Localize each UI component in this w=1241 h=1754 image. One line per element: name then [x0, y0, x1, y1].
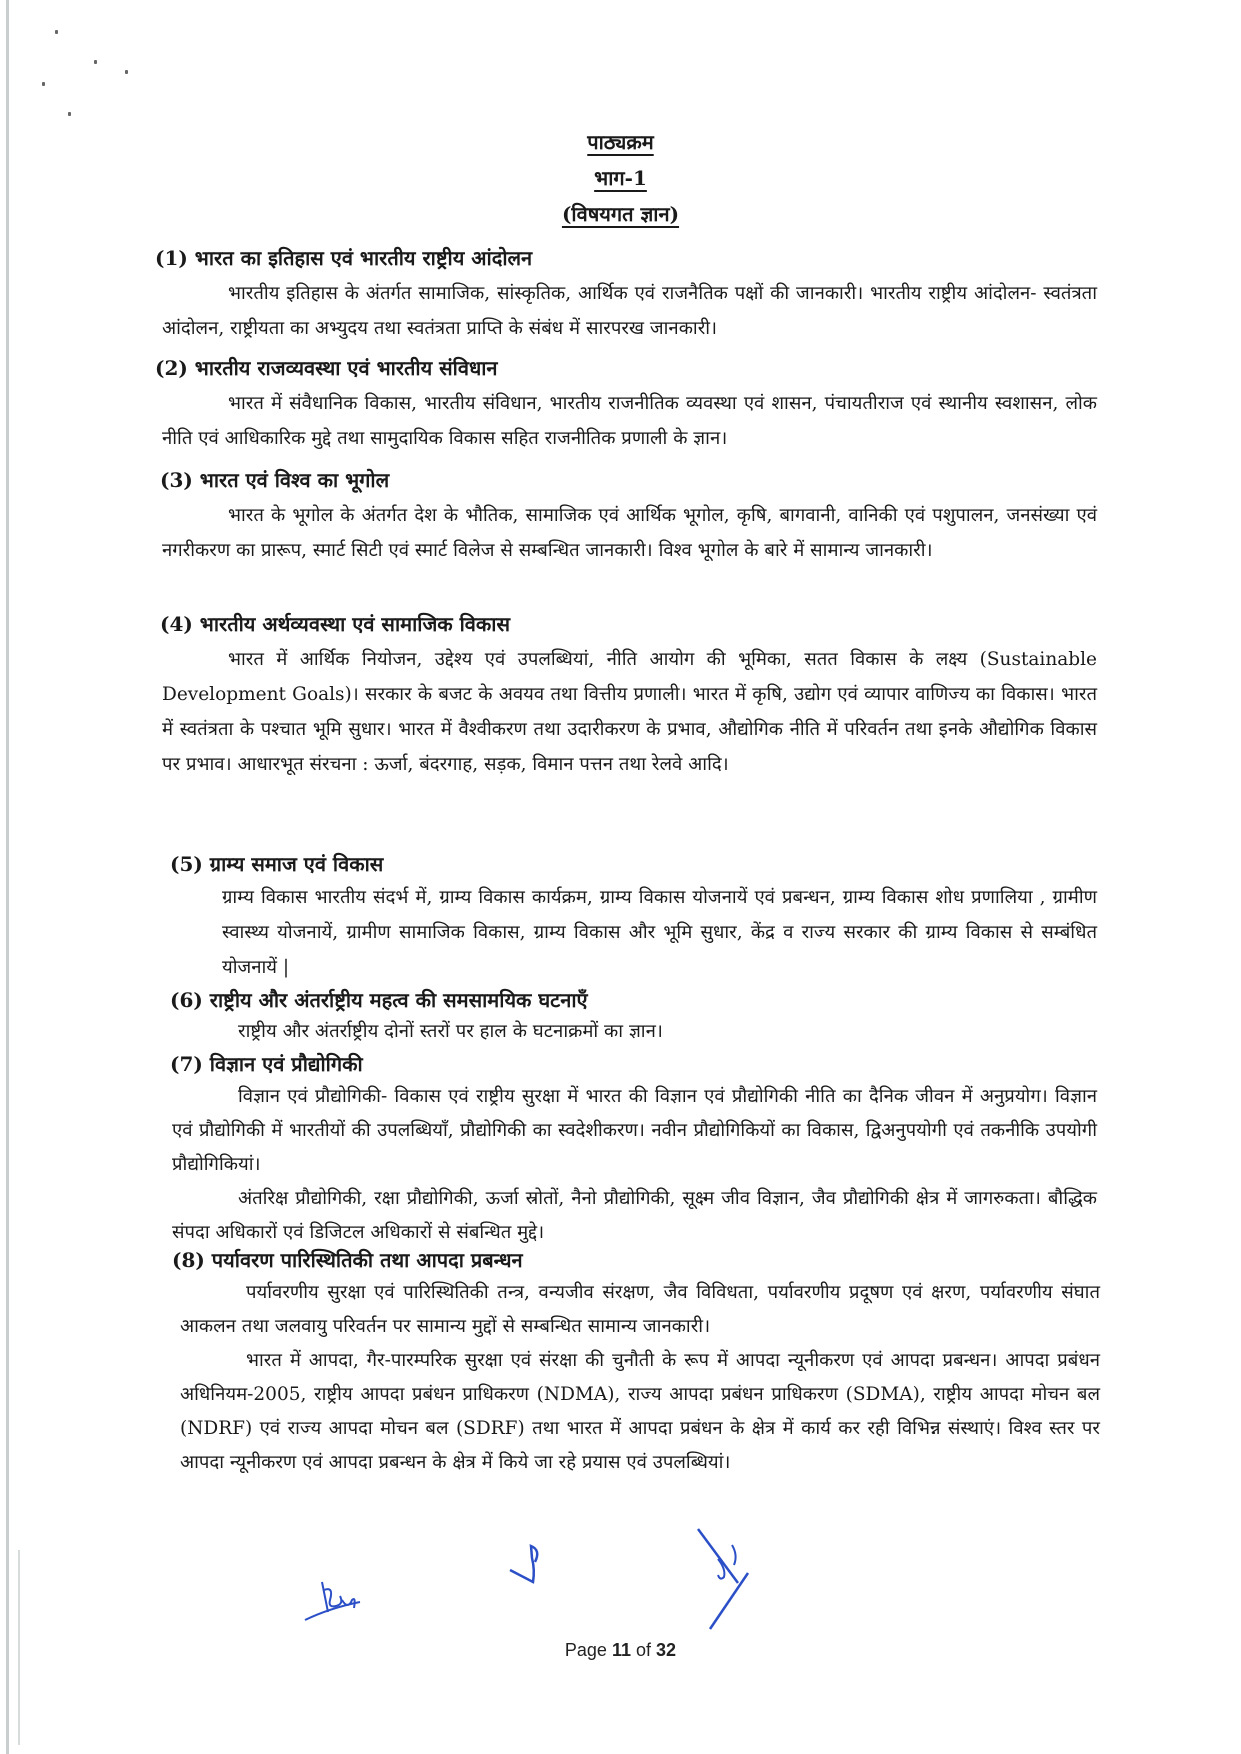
section-paragraph-8b: भारत में आपदा, गैर-पारम्परिक सुरक्षा एवं संरक्षा की चुनौती के रूप में आपदा न्यूनीकरण एवं आपदा प्रबन्धन। आपदा प्रबंधन अधिनियम-2005, राष्ट्रीय आपदा प्रबंधन प्राधिकरण (NDMA), राज्य आपदा प्रबंधन प्राधिकरण (SDMA), राष्ट्रीय आपदा मोचन बल (NDRF) एवं राज्य आपदा मोचन बल (SDRF) तथा भारत में आपदा प्रबंधन के क्षेत्र में कार्य कर रही विभिन्न संस्थाएं। विश्व स्तर पर आपदा न्यूनीकरण एवं आपदा प्रबन्धन के क्षेत्र में किये जा रहे प्रयास एवं उपलब्धियां। [180, 1350, 1100, 1473]
signature-2-icon [505, 1540, 565, 1600]
section-heading-1: (1) भारत का इतिहास एवं भारतीय राष्ट्रीय आंदोलन [155, 246, 533, 270]
current-page-number: 11 [611, 1640, 631, 1660]
section-paragraph-7a: विज्ञान एवं प्रौद्योगिकी- विकास एवं राष्ट्रीय सुरक्षा में भारत की विज्ञान एवं प्रौद्योगिकी नीति का दैनिक जीवन में अनुप्रयोग। विज्ञान एवं प्रौद्योगिकी में भारतीयों की उपलब्धियाँ, प्रौद्योगिकी का स्वदेशीकरण। नवीन प्रौद्योगिकियों का विकास, द्विअनुपयोगी एवं तकनीकि उपयोगी प्रौद्योगिकियां। [172, 1086, 1097, 1175]
section-paragraph-3: भारत के भूगोल के अंतर्गत देश के भौतिक, सामाजिक एवं आर्थिक भूगोल, कृषि, बागवानी, वानिकी एवं पशुपालन, जनसंख्या एवं नगरीकरण का प्रारूप, स्मार्ट सिटी एवं स्मार्ट विलेज से सम्बन्धित जानकारी। विश्व भूगोल के बारे में सामान्य जानकारी। [162, 505, 1097, 561]
section-heading-3: (3) भारत एवं विश्व का भूगोल [160, 468, 390, 492]
document-part: भाग-1 [594, 166, 647, 190]
section-paragraph-7b: अंतरिक्ष प्रौद्योगिकी, रक्षा प्रौद्योगिकी, ऊर्जा स्रोतों, नैनो प्रौद्योगिकी, सूक्ष्म जीव विज्ञान, जैव प्रौद्योगिकी क्षेत्र में जागरुकता। बौद्धिक संपदा अधिकारों एवं डिजिटल अधिकारों से संबन्धित मुद्दे। [172, 1188, 1097, 1243]
document-subtitle: (विषयगत ज्ञान) [561, 202, 680, 226]
page-number-footer: Page 11 of 32 [564, 1640, 677, 1660]
total-page-count: 32 [656, 1640, 677, 1660]
section-heading-7: (7) विज्ञान एवं प्रौद्योगिकी [170, 1052, 363, 1076]
signature-3-icon [690, 1525, 760, 1635]
section-heading-8: (8) पर्यावरण पारिस्थितिकी तथा आपदा प्रबन्धन [172, 1248, 523, 1272]
section-paragraph-8a: पर्यावरणीय सुरक्षा एवं पारिस्थितिकी तन्त्र, वन्यजीव संरक्षण, जैव विविधता, पर्यावरणीय प्रदूषण एवं क्षरण, पर्यावरणीय संघात आकलन तथा जलवायु परिवर्तन पर सामान्य मुद्दों से सम्बन्धित सामान्य जानकारी। [180, 1282, 1100, 1337]
section-paragraph-5: ग्राम्य विकास भारतीय संदर्भ में, ग्राम्य विकास कार्यक्रम, ग्राम्य विकास योजनायें एवं प्रबन्धन, ग्राम्य विकास शोध प्रणालिया , ग्रामीण स्वास्थ्य योजनायें, ग्रामीण सामाजिक विकास, ग्राम्य विकास और भूमि सुधार, केंद्र व राज्य सरकार की ग्राम्य विकास से सम्बंधित योजनायें | [222, 887, 1097, 978]
document-title: पाठ्यक्रम [587, 130, 654, 154]
section-paragraph-6: राष्ट्रीय और अंतर्राष्ट्रीय दोनों स्तरों पर हाल के घटनाक्रमों का ज्ञान। [238, 1021, 663, 1042]
section-heading-5: (5) ग्राम्य समाज एवं विकास [170, 852, 384, 876]
section-heading-6: (6) राष्ट्रीय और अंतर्राष्ट्रीय महत्व की समसामयिक घटनाएँ [170, 988, 588, 1012]
signature-1-icon [300, 1560, 380, 1630]
section-heading-2: (2) भारतीय राजव्यवस्था एवं भारतीय संविधान [155, 356, 498, 380]
section-paragraph-2: भारत में संवैधानिक विकास, भारतीय संविधान, भारतीय राजनीतिक व्यवस्था एवं शासन, पंचायतीराज एवं स्थानीय स्वशासन, लोक नीति एवं आधिकारिक मुद्दे तथा सामुदायिक विकास सहित राजनीतिक प्रणाली के ज्ञान। [162, 393, 1097, 449]
section-paragraph-1: भारतीय इतिहास के अंतर्गत सामाजिक, सांस्कृतिक, आर्थिक एवं राजनैतिक पक्षों की जानकारी। भारतीय राष्ट्रीय आंदोलन- स्वतंत्रता आंदोलन, राष्ट्रीयता का अभ्युदय तथा स्वतंत्रता प्राप्ति के संबंध में सारपरख जानकारी। [162, 283, 1097, 339]
section-heading-4: (4) भारतीय अर्थव्यवस्था एवं सामाजिक विकास [160, 612, 510, 636]
section-paragraph-4: भारत में आर्थिक नियोजन, उद्देश्य एवं उपलब्धियां, नीति आयोग की भूमिका, सतत विकास के लक्ष्य (Sustainable Development Goals)। सरकार के बजट के अवयव तथा वित्तीय प्रणाली। भारत में कृषि, उद्योग एवं व्यापार वाणिज्य का विकास। भारत में स्वतंत्रता के पश्चात भूमि सुधार। भारत में वैश्वीकरण तथा उदारीकरण के प्रभाव, औद्योगिक नीति में परिवर्तन तथा इनके औद्योगिक विकास पर प्रभाव। आधारभूत संरचना : ऊर्जा, बंदरगाह, सड़क, विमान पत्तन तथा रेलवे आदि। [162, 649, 1097, 775]
